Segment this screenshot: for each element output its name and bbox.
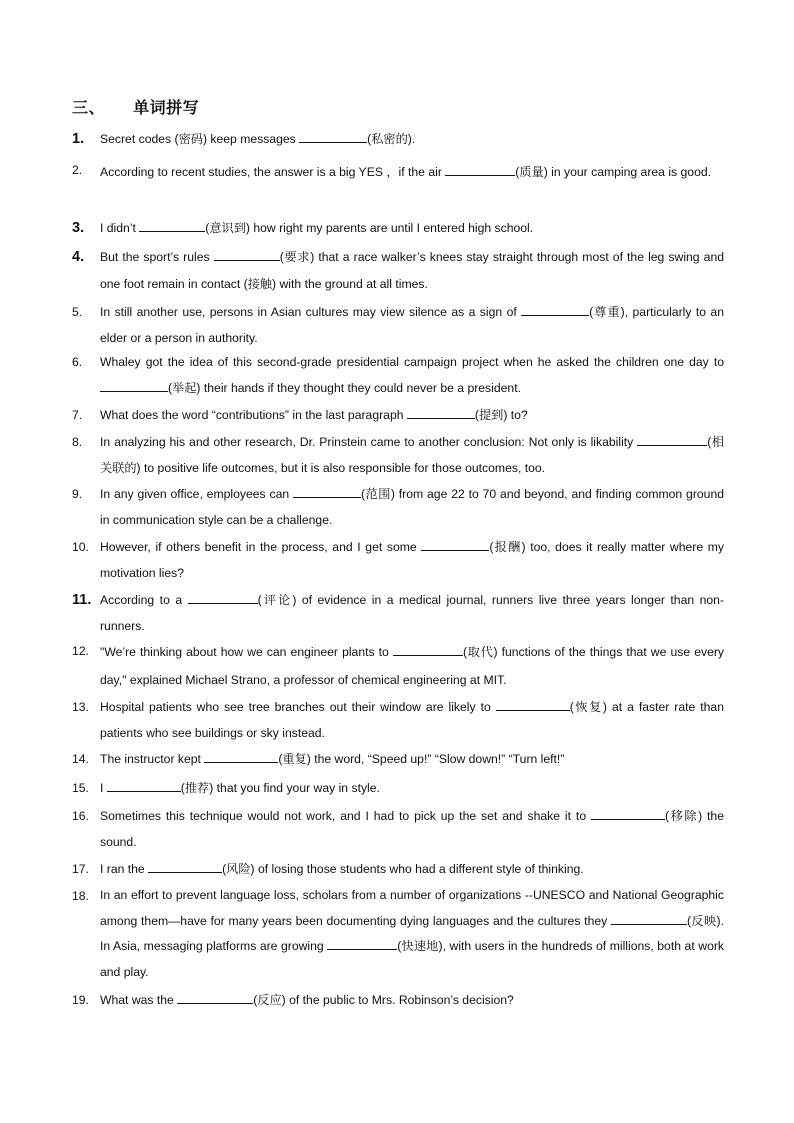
answer-blank[interactable] bbox=[496, 696, 570, 711]
answer-blank[interactable] bbox=[214, 246, 280, 261]
answer-blank[interactable] bbox=[521, 301, 589, 316]
question-text: Hospital patients who see tree branches out their window are likely to bbox=[100, 700, 496, 714]
question-text: (反应) of the public to Mrs. Robinson’s decision? bbox=[253, 993, 514, 1007]
question-number: 19. bbox=[72, 993, 89, 1007]
question-number: 13. bbox=[72, 700, 89, 714]
question-text: I bbox=[100, 781, 107, 795]
question-12 bbox=[72, 638, 724, 694]
question-number: 7. bbox=[72, 408, 83, 422]
question-number: 4. bbox=[72, 249, 85, 265]
answer-blank[interactable] bbox=[611, 910, 687, 925]
question-8 bbox=[72, 429, 724, 481]
question-text: In an effort to prevent language loss, scholars from a number of organizations --UNESCO and National Geographic among them—have for many years been documenting dying languages and the cultures they bbox=[100, 888, 724, 928]
question-6 bbox=[72, 349, 724, 401]
question-text: (反映). In Asia, messaging platforms are growing bbox=[100, 913, 724, 953]
question-number: 5. bbox=[72, 305, 83, 319]
question-1 bbox=[72, 126, 724, 152]
question-number: 9. bbox=[72, 487, 83, 501]
answer-blank[interactable] bbox=[204, 748, 278, 763]
answer-blank[interactable] bbox=[445, 161, 515, 176]
question-number: 17. bbox=[72, 862, 89, 876]
question-number: 18. bbox=[72, 889, 89, 903]
question-text: In still another use, persons in Asian cultures may view silence as a sign of bbox=[100, 305, 522, 319]
question-number: 12. bbox=[72, 644, 89, 658]
question-16 bbox=[72, 803, 724, 855]
question-text: (快速地), with users in the hundreds of millions, both at work and play. bbox=[100, 939, 724, 979]
question-2 bbox=[72, 157, 724, 188]
question-text: Secret codes (密码) keep messages bbox=[100, 132, 300, 146]
answer-blank[interactable] bbox=[188, 589, 258, 604]
section-number: 三、 bbox=[72, 98, 106, 117]
question-number: 16. bbox=[72, 809, 89, 823]
question-text: (取代) functions of the things that we use every day," explained Michael Strano, a professor of chemical engineering at MIT. bbox=[100, 645, 724, 687]
answer-blank[interactable] bbox=[100, 377, 168, 392]
question-number: 2. bbox=[72, 163, 83, 177]
question-9 bbox=[72, 481, 724, 533]
question-text: (举起) their hands if they thought they could never be a president. bbox=[168, 381, 521, 395]
answer-blank[interactable] bbox=[107, 777, 181, 792]
question-text: (提到) to? bbox=[474, 408, 528, 422]
question-text: However, if others benefit in the process, and I get some bbox=[100, 540, 422, 554]
question-text: In any given office, employees can bbox=[100, 487, 293, 501]
answer-blank[interactable] bbox=[393, 641, 463, 656]
answer-blank[interactable] bbox=[591, 805, 665, 820]
question-7 bbox=[72, 402, 724, 428]
question-number: 3. bbox=[72, 220, 85, 236]
question-text: But the sport’s rules bbox=[100, 250, 214, 264]
question-text: The instructor kept bbox=[100, 752, 205, 766]
answer-blank[interactable] bbox=[637, 431, 707, 446]
question-text: (私密的). bbox=[367, 132, 416, 146]
answer-blank[interactable] bbox=[327, 935, 397, 950]
answer-blank[interactable] bbox=[139, 217, 205, 232]
question-11 bbox=[72, 587, 724, 639]
question-number: 8. bbox=[72, 435, 83, 449]
question-text: "We’re thinking about how we can engineer plants to bbox=[100, 645, 393, 659]
question-text: (恢复) at a faster rate than patients who see buildings or sky instead. bbox=[100, 700, 724, 740]
question-13 bbox=[72, 694, 724, 746]
question-text: (评论) of evidence in a medical journal, runners live three years longer than non-runners. bbox=[100, 593, 724, 633]
question-text: According to recent studies, the answer is a big YES ，if the air bbox=[100, 165, 446, 179]
question-text: (要求) that a race walker’s knees stay straight through most of the leg swing and one foot remain in contact (接触) with the ground at all times. bbox=[100, 250, 725, 291]
answer-blank[interactable] bbox=[148, 858, 222, 873]
question-text: In analyzing his and other research, Dr. Prinstein came to another conclusion: Not only is likability bbox=[100, 435, 638, 449]
question-text: (风险) of losing those students who had a different style of thinking. bbox=[222, 862, 584, 876]
question-text: (质量) in your camping area is good. bbox=[515, 165, 712, 179]
question-number: 11. bbox=[72, 592, 92, 608]
question-5 bbox=[72, 299, 724, 351]
answer-blank[interactable] bbox=[293, 483, 361, 498]
question-15 bbox=[72, 775, 724, 801]
question-text: (报酬) too, does it really matter where my motivation lies? bbox=[100, 540, 724, 580]
question-number: 6. bbox=[72, 355, 83, 369]
section-heading bbox=[72, 95, 199, 118]
answer-blank[interactable] bbox=[421, 536, 489, 551]
question-number: 1. bbox=[72, 131, 85, 147]
question-text: According to a bbox=[100, 593, 188, 607]
answer-blank[interactable] bbox=[299, 128, 367, 143]
question-3 bbox=[72, 215, 724, 241]
question-text: I didn’t bbox=[100, 221, 140, 235]
question-17 bbox=[72, 856, 724, 882]
question-text: (推荐) that you find your way in style. bbox=[180, 781, 380, 795]
question-text: (相关联的) to positive life outcomes, but it is also responsible for those outcomes, too. bbox=[100, 435, 724, 475]
question-text: (意识到) how right my parents are until I entered high school. bbox=[205, 221, 534, 235]
answer-blank[interactable] bbox=[407, 404, 475, 419]
question-number: 14. bbox=[72, 752, 89, 766]
question-18 bbox=[72, 883, 724, 985]
answer-blank[interactable] bbox=[177, 989, 253, 1004]
question-number: 10. bbox=[72, 540, 89, 554]
question-19 bbox=[72, 987, 724, 1013]
question-text: (尊重), particularly to an elder or a person in authority. bbox=[100, 305, 724, 345]
question-text: What does the word “contributions” in the last paragraph bbox=[100, 408, 407, 422]
question-text: (移除) the sound. bbox=[100, 809, 724, 849]
question-text: (范围) from age 22 to 70 and beyond, and finding common ground in communication style can be a challenge. bbox=[100, 487, 724, 527]
question-text: I ran the bbox=[100, 862, 149, 876]
question-10 bbox=[72, 534, 724, 586]
question-number: 15. bbox=[72, 781, 89, 795]
question-text: Whaley got the idea of this second-grade presidential campaign project when he asked the children one day to bbox=[100, 355, 724, 369]
question-text: (重复) the word, “Speed up!” “Slow down!” “Turn left!” bbox=[278, 752, 565, 766]
section-title: 单词拼写 bbox=[133, 98, 200, 117]
question-text: Sometimes this technique would not work, and I had to pick up the set and shake it to bbox=[100, 809, 592, 823]
question-text: What was the bbox=[100, 993, 178, 1007]
question-4 bbox=[72, 244, 724, 298]
question-14 bbox=[72, 746, 724, 772]
